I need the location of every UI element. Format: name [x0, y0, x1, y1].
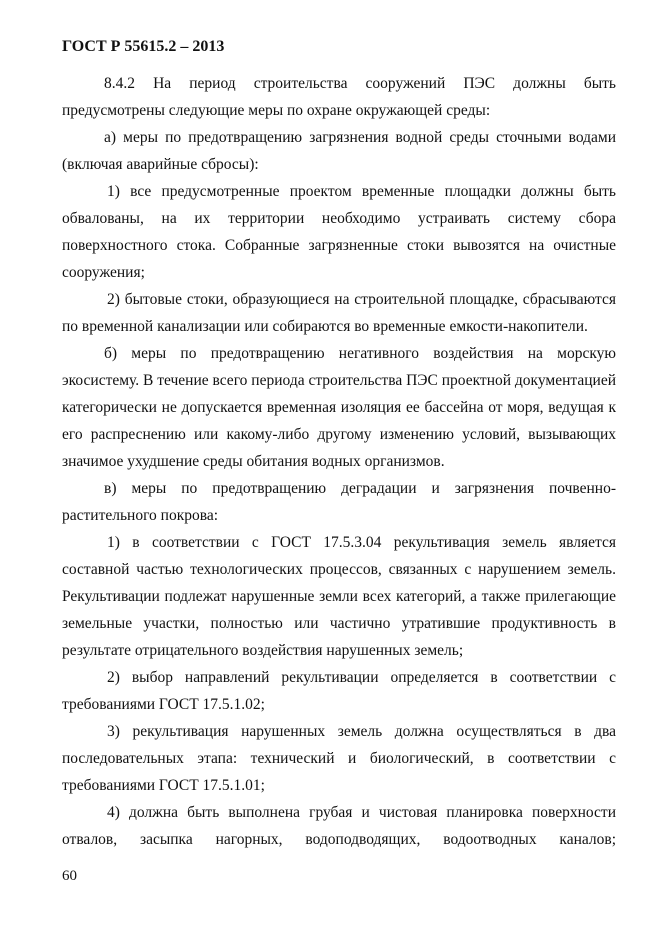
- paragraph-v-3: 3) рекультивация нарушенных земель должна осуществляться в два последовательных этапа: технический и биологический, в соответствии с требованиями ГОСТ 17.5.1.01;: [62, 723, 616, 794]
- document-body: [62, 70, 616, 853]
- paragraph-b: б) меры по предотвращению негативного воздействия на морскую экосистему. В течение всего периода строительства ПЭС проектной документацией категорически не допускается временная изоляция ее бассейна от моря, ведущая к его распреснению или какому-либо другому изменению условий, вызывающих значимое ухудшение среды обитания водных организмов.: [62, 345, 616, 470]
- page-number: 60: [62, 868, 77, 884]
- paragraph-v-1: 1) в соответствии с ГОСТ 17.5.3.04 рекультивация земель является составной частью технологических процессов, связанных с нарушением земель. Рекультивации подлежат нарушенные земли всех категорий, а также прилегающие земельные участки, полностью или частично утратившие продуктивность в результате отрицательного воздействия нарушенных земель;: [62, 534, 616, 659]
- paragraph-v-2: 2) выбор направлений рекультивации определяется в соответствии с требованиями ГОСТ 17.5.1.02;: [62, 669, 616, 713]
- paragraph-v-4: 4) должна быть выполнена грубая и чистовая планировка поверхности отвалов, засыпка нагорных, водоподводящих, водоотводных каналов;: [62, 804, 616, 848]
- paragraph-8-4-2: 8.4.2 На период строительства сооружений ПЭС должны быть предусмотрены следующие меры по охране окружающей среды:: [62, 75, 616, 119]
- document-header: ГОСТ Р 55615.2 – 2013: [62, 38, 225, 55]
- paragraph-a: а) меры по предотвращению загрязнения водной среды сточными водами (включая аварийные сбросы):: [62, 129, 616, 173]
- paragraph-a-1: 1) все предусмотренные проектом временные площадки должны быть обвалованы, на их территории необходимо устраивать систему сбора поверхностного стока. Собранные загрязненные стоки вывозятся на очистные сооружения;: [62, 183, 616, 281]
- paragraph-a-2: 2) бытовые стоки, образующиеся на строительной площадке, сбрасываются по временной канализации или собираются во временные емкости-накопители.: [62, 291, 616, 335]
- paragraph-v: в) меры по предотвращению деградации и загрязнения почвенно-растительного покрова:: [62, 480, 616, 524]
